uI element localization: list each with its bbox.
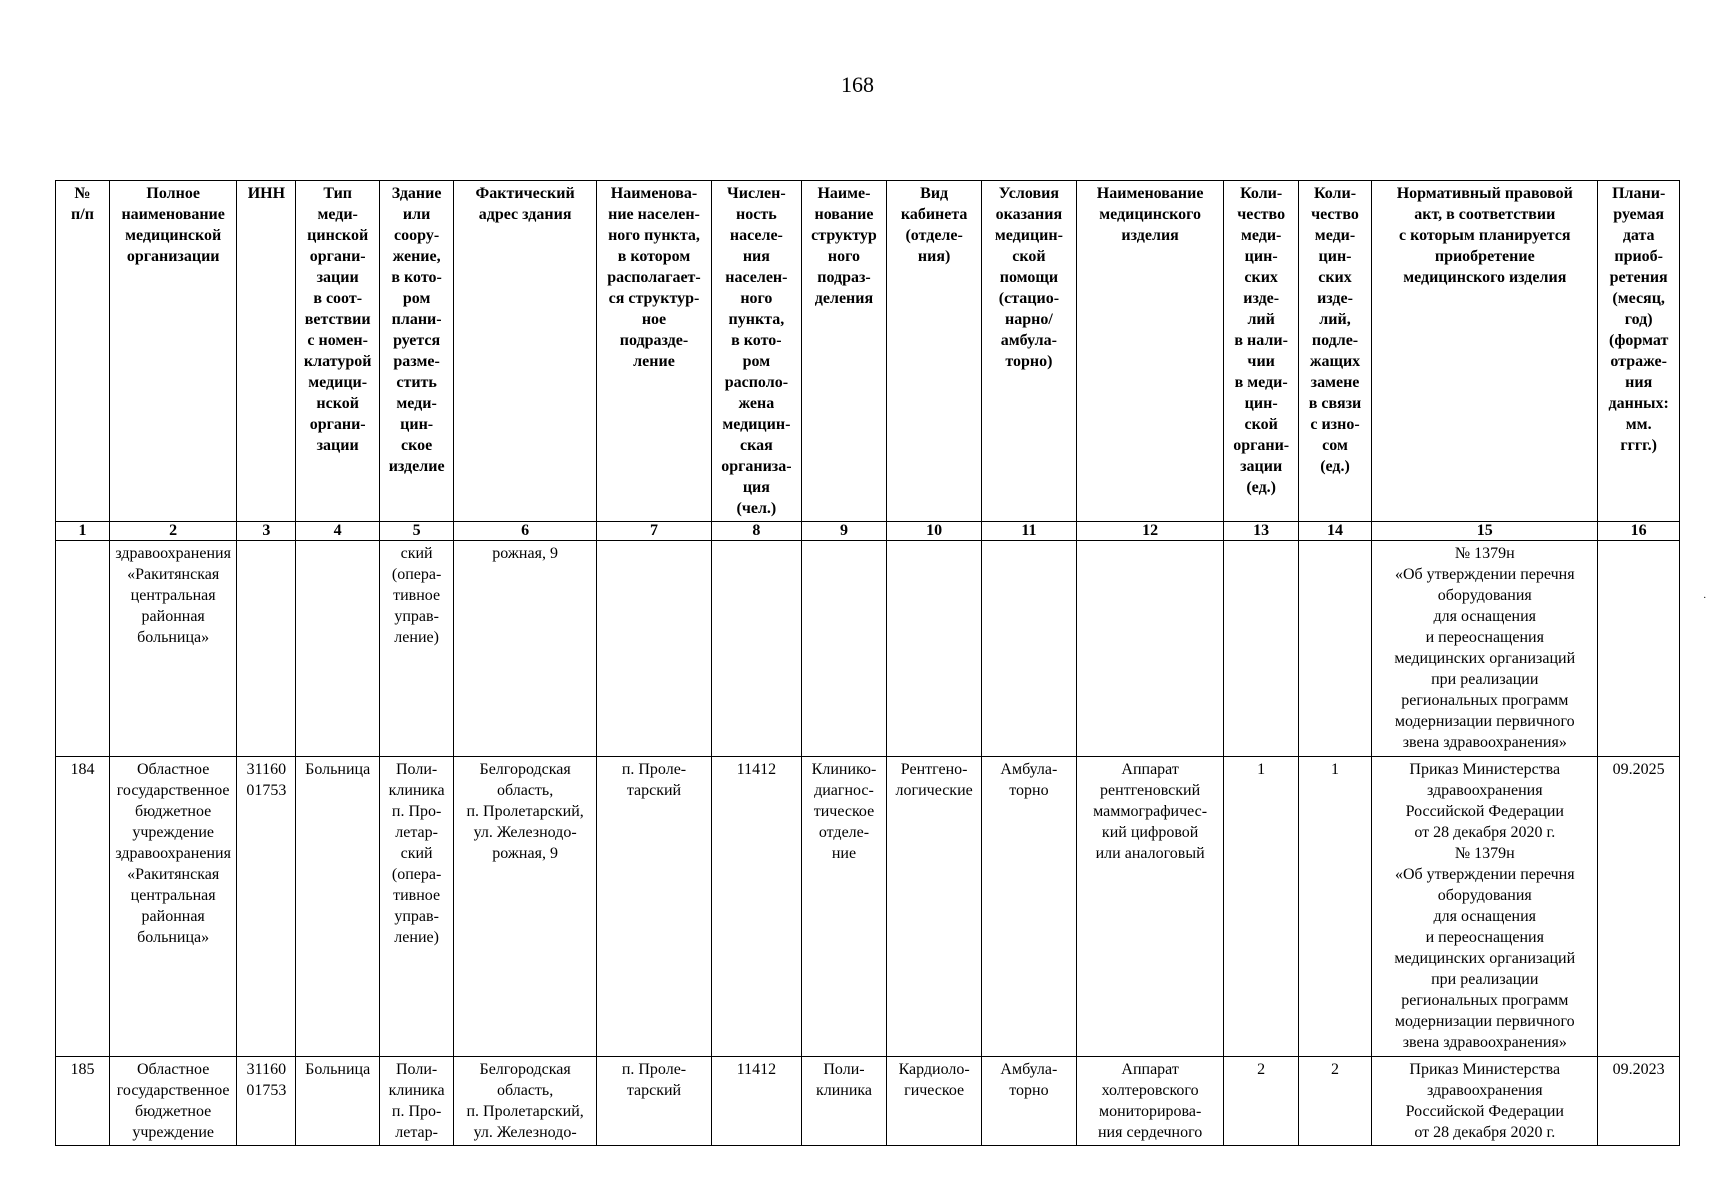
cell-legal-act: Приказ Министерства здравоохранения Российской Федерации от 28 декабря 2020 г. № 1379н «Об утверждении перечня оборудования для оснащения и переоснащения медицинских организаций при реализации региональных программ модернизации первичного звена здравоохранения» [1372,757,1598,1057]
cell-org-type: Больница [296,757,380,1057]
header-cell-settlement: Наименова- ние населен- ного пункта, в котором располагает- ся структур- ное подразде- ление [596,181,711,522]
column-number: 15 [1372,522,1598,541]
cell-conditions: Амбула- торно [982,757,1077,1057]
cell-count-replace: 2 [1298,1057,1371,1146]
column-number: 13 [1224,522,1298,541]
column-number: 10 [887,522,982,541]
header-cell-org-type: Тип меди- цинской органи- зации в соот- ветствии с номен- клатурой медици- нской органи- зации [296,181,380,522]
column-number: 3 [237,522,296,541]
header-cell-conditions: Условия оказания медицин- ской помощи (стацио- нарно/ амбула- торно) [982,181,1077,522]
table-row [56,757,1680,1057]
cell-planned-date [1598,541,1680,757]
header-cell-unit: Наиме- нование структур ного подраз- деления [801,181,887,522]
cell-unit: Клинико- диагнос- тическое отделе- ние [801,757,887,1057]
cell-organization: Областное государственное бюджетное учреждение [109,1057,236,1146]
cell-cabinet [887,541,982,757]
header-cell-cabinet: Вид кабинета (отделе- ния) [887,181,982,522]
table-row [56,1057,1680,1146]
column-number: 9 [801,522,887,541]
column-number: 8 [712,522,802,541]
cell-count-replace [1298,541,1371,757]
column-number: 6 [454,522,597,541]
column-number: 2 [109,522,236,541]
header-cell-count-available: Коли- чество меди- цин- ских изде- лий в нали- чии в меди- цин- ской органи- зации (ед.) [1224,181,1298,522]
cell-inn: 31160 01753 [237,757,296,1057]
header-cell-building: Здание или соору- жение, в кото- ром плани- руется разме- стить меди- цин- ское изделие [379,181,453,522]
cell-population [712,541,802,757]
header-cell-address: Фактический адрес здания [454,181,597,522]
cell-count-available: 1 [1224,757,1298,1057]
header-cell-device: Наименование медицинского изделия [1076,181,1224,522]
cell-conditions [982,541,1077,757]
cell-building: ский (опера- тивное управ- ление) [379,541,453,757]
column-number: 1 [56,522,110,541]
column-number: 11 [982,522,1077,541]
page-number: 168 [841,72,874,97]
header-cell-organization: Полное наименование медицинской организации [109,181,236,522]
cell-inn: 31160 01753 [237,1057,296,1146]
column-number: 12 [1076,522,1224,541]
cell-settlement: п. Проле- тарский [596,757,711,1057]
cell-unit [801,541,887,757]
cell-cabinet: Рентгено- логические [887,757,982,1057]
cell-inn [237,541,296,757]
cell-number: 184 [56,757,110,1057]
cell-building: Поли- клиника п. Про- летар- [379,1057,453,1146]
cell-conditions: Амбула- торно [982,1057,1077,1146]
cell-org-type [296,541,380,757]
cell-address: рожная, 9 [454,541,597,757]
cell-device: Аппарат рентгеновский маммографичес- кий цифровой или аналоговый [1076,757,1224,1057]
column-number: 16 [1598,522,1680,541]
cell-population: 11412 [712,757,802,1057]
cell-address: Белгородская область, п. Пролетарский, ул. Железнодо- рожная, 9 [454,757,597,1057]
cell-device: Аппарат холтеровского мониторирова- ния сердечного [1076,1057,1224,1146]
cell-organization: Областное государственное бюджетное учреждение здравоохранения «Ракитянская центральная районная больница» [109,757,236,1057]
cell-org-type: Больница [296,1057,380,1146]
cell-population: 11412 [712,1057,802,1146]
cell-address: Белгородская область, п. Пролетарский, ул. Железнодо- [454,1057,597,1146]
cell-count-replace: 1 [1298,757,1371,1057]
cell-cabinet: Кардиоло- гическое [887,1057,982,1146]
cell-legal-act: Приказ Министерства здравоохранения Российской Федерации от 28 декабря 2020 г. [1372,1057,1598,1146]
cell-planned-date: 09.2025 [1598,757,1680,1057]
equipment-table [55,180,1680,1146]
column-number: 5 [379,522,453,541]
column-number: 4 [296,522,380,541]
cell-planned-date: 09.2023 [1598,1057,1680,1146]
column-number-row [56,522,1680,541]
table-row-continued [56,541,1680,757]
cell-settlement: п. Проле- тарский [596,1057,711,1146]
cell-building: Поли- клиника п. Про- летар- ский (опера- тивное управ- ление) [379,757,453,1057]
cell-number: 185 [56,1057,110,1146]
header-cell-number: № п/п [56,181,110,522]
header-row [56,181,1680,522]
header-cell-legal-act: Нормативный правовой акт, в соответствии с которым планируется приобретение медицинского изделия [1372,181,1598,522]
header-cell-planned-date: Плани- руемая дата приоб- ретения (месяц, год) (формат отраже- ния данных: мм. гггг.) [1598,181,1680,522]
header-cell-count-replace: Коли- чество меди- цин- ских изде- лий, подле- жащих замене в связи с изно- сом (ед.) [1298,181,1371,522]
cell-number [56,541,110,757]
column-number: 7 [596,522,711,541]
cell-count-available: 2 [1224,1057,1298,1146]
cell-settlement [596,541,711,757]
scan-speck: . [1703,590,1706,601]
cell-unit: Поли- клиника [801,1057,887,1146]
cell-organization: здравоохранения «Ракитянская центральная районная больница» [109,541,236,757]
cell-device [1076,541,1224,757]
cell-count-available [1224,541,1298,757]
cell-legal-act: № 1379н «Об утверждении перечня оборудования для оснащения и переоснащения медицинских организаций при реализации региональных программ модернизации первичного звена здравоохранения» [1372,541,1598,757]
header-cell-population: Числен- ность населе- ния населен- ного пункта, в кото- ром располо- жена медицин- ская организа- ция (чел.) [712,181,802,522]
column-number: 14 [1298,522,1371,541]
header-cell-inn: ИНН [237,181,296,522]
